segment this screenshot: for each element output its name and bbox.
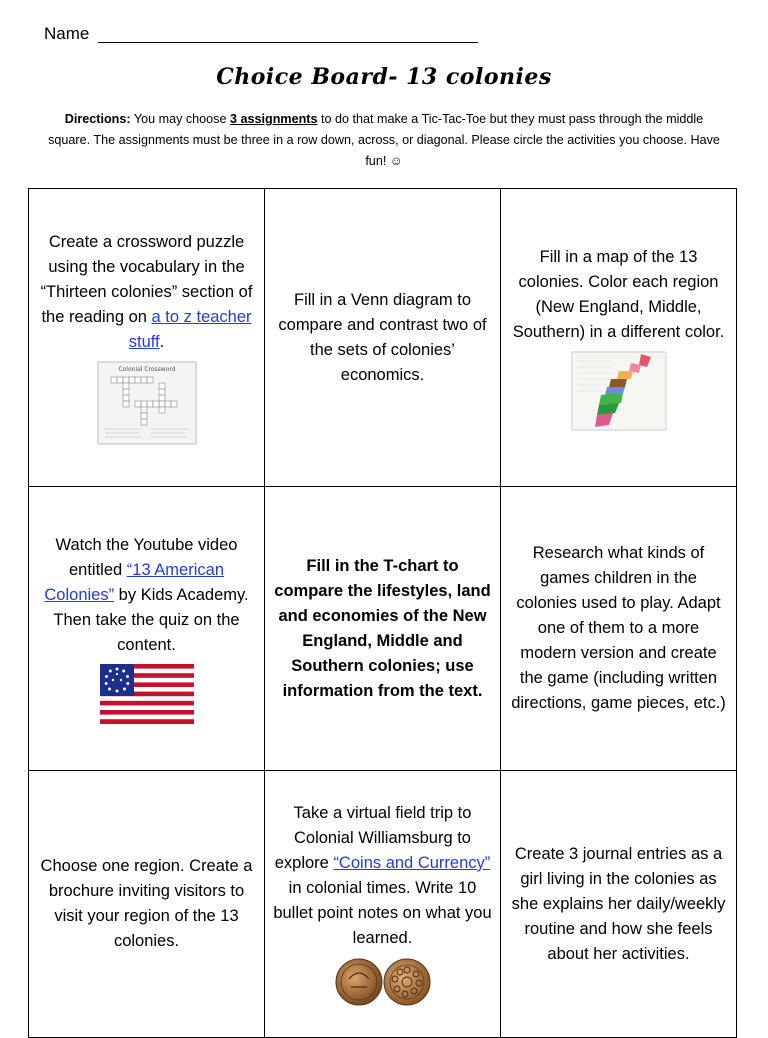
cell-colonial-games-text: Research what kinds of games children in the colonies used to play. Adapt one of them to a more modern version and create the game (including written directions, game pieces, etc.)	[511, 544, 726, 712]
cell-t-chart-text: Fill in the T-chart to compare the lifestyles, land and economies of the New England, Middle and Southern colonies; use information from the text.	[274, 556, 491, 700]
cell-field-trip[interactable]	[265, 771, 501, 1038]
cell-brochure-text: Choose one region. Create a brochure inviting visitors to visit your region of the 13 colonies.	[40, 857, 253, 950]
cell-venn-diagram-text: Fill in a Venn diagram to compare and contrast two of the sets of colonies’ economics.	[278, 290, 487, 384]
choice-board-grid	[28, 188, 737, 1038]
cell-journal-entries[interactable]	[501, 771, 737, 1038]
american-colonies-video-link[interactable]: “13 American Colonies”	[44, 561, 224, 604]
cell-journal-entries-text: Create 3 journal entries as a girl living in the colonies as she explains her daily/weekly routine and how she feels about her activities.	[511, 844, 726, 963]
crossword-image	[97, 361, 197, 445]
betsy-ross-flag-icon	[100, 664, 194, 724]
cell-crossword-text-end: .	[159, 333, 165, 351]
directions-text-2: to do that make a Tic-Tac-Toe but they must pass through the middle square. The assignments must be three in a row down, across, or diagonal. Please circle the activities you choose. Have fun! ☺	[48, 112, 720, 168]
directions-paragraph	[46, 109, 722, 172]
cell-crossword-text: Create a crossword puzzle using the vocabulary in the “Thirteen colonies” section of the reading on	[40, 233, 253, 326]
name-label: Name	[44, 24, 90, 43]
cell-crossword[interactable]	[29, 189, 265, 487]
cell-youtube-video-text: Watch the Youtube video entitled	[55, 536, 238, 579]
directions-label: Directions:	[64, 112, 131, 126]
colonies-map-image	[571, 351, 667, 431]
coins-and-currency-link[interactable]: “Coins and Currency”	[333, 854, 491, 872]
cell-t-chart-center[interactable]	[265, 487, 501, 771]
cell-field-trip-text-end: in colonial times. Write 10 bullet point notes on what you learned.	[273, 879, 492, 947]
crossword-caption: Colonial Crossword	[117, 366, 176, 373]
cell-youtube-video-text-end: by Kids Academy. Then take the quiz on the content.	[53, 586, 249, 654]
directions-emphasis: 3 assignments	[229, 112, 318, 126]
atoz-teacher-stuff-link[interactable]: a to z teacher stuff	[128, 308, 252, 351]
cell-colonies-map-text: Fill in a map of the 13 colonies. Color each region (New England, Middle, Southern) in a different color.	[512, 247, 725, 341]
cell-brochure[interactable]	[29, 771, 265, 1038]
cell-colonial-games[interactable]	[501, 487, 737, 771]
cell-venn-diagram[interactable]	[265, 189, 501, 487]
cell-colonies-map[interactable]	[501, 189, 737, 487]
directions-text-1: You may choose	[130, 112, 230, 126]
name-blank-line[interactable]	[98, 24, 478, 43]
cell-field-trip-text: Take a virtual field trip to Colonial Williamsburg to explore	[274, 804, 472, 872]
name-field	[44, 24, 478, 44]
colonial-coins-image	[333, 957, 433, 1007]
page-title: Choice Board- 13 colonies	[216, 64, 552, 90]
cell-youtube-video[interactable]	[29, 487, 265, 771]
